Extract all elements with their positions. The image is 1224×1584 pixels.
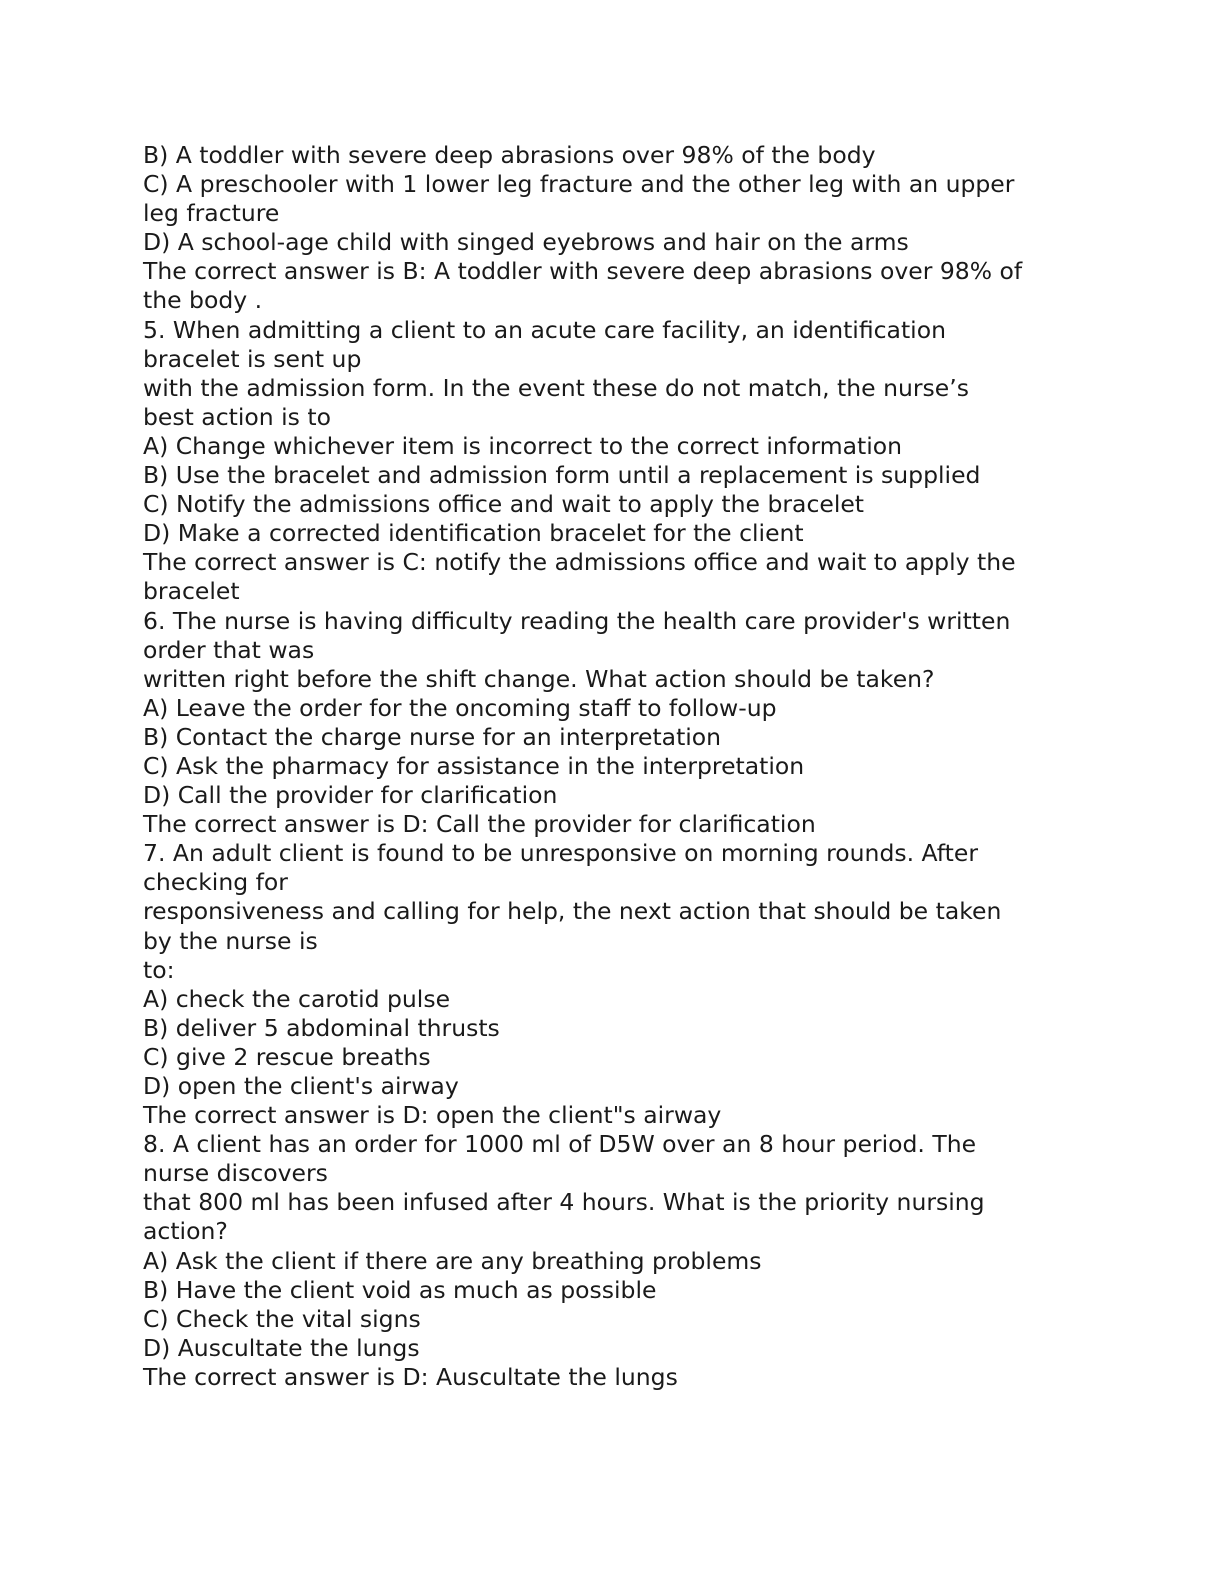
option-line: C) Ask the pharmacy for assistance in the interpretation [143, 751, 805, 780]
option-line: C) give 2 rescue breaths [143, 1042, 431, 1071]
question-line: nurse discovers [143, 1159, 328, 1188]
answer-line: The correct answer is D: Auscultate the lungs [143, 1362, 678, 1391]
answer-line: the body . [143, 286, 263, 315]
answer-line: The correct answer is C: notify the admissions office and wait to apply the [143, 548, 1016, 577]
option-line: C) Notify the admissions office and wait to apply the bracelet [143, 490, 865, 519]
answer-line: The correct answer is D: Call the provider for clarification [143, 810, 816, 839]
question-line: 6. The nurse is having difficulty reading the health care provider's written [143, 606, 1011, 635]
option-line: B) Have the client void as much as possible [143, 1275, 657, 1304]
text-line: D) A school-age child with singed eyebrows and hair on the arms [143, 228, 909, 257]
option-line: D) Make a corrected identification bracelet for the client [143, 519, 804, 548]
option-line: B) Use the bracelet and admission form until a replacement is supplied [143, 461, 981, 490]
question-line: bracelet is sent up [143, 344, 362, 373]
question-line: responsiveness and calling for help, the next action that should be taken [143, 897, 1002, 926]
option-line: C) Check the vital signs [143, 1304, 421, 1333]
question-line: by the nurse is [143, 926, 318, 955]
option-line: D) Call the provider for clarification [143, 781, 558, 810]
answer-line: bracelet [143, 577, 240, 606]
question-line: checking for [143, 868, 288, 897]
option-line: A) Change whichever item is incorrect to the correct information [143, 431, 903, 460]
question-line: with the admission form. In the event these do not match, the nurse’s [143, 373, 969, 402]
answer-line: The correct answer is B: A toddler with severe deep abrasions over 98% of [143, 257, 1023, 286]
question-line: to: [143, 955, 175, 984]
text-line: B) A toddler with severe deep abrasions over 98% of the body [143, 141, 876, 169]
question-line: 7. An adult client is found to be unresponsive on morning rounds. After [143, 839, 978, 868]
question-line: written right before the shift change. What action should be taken? [143, 664, 935, 693]
question-line: 5. When admitting a client to an acute care facility, an identification [143, 315, 946, 344]
question-line: 8. A client has an order for 1000 ml of D5W over an 8 hour period. The [143, 1130, 977, 1159]
option-line: A) check the carotid pulse [143, 984, 451, 1013]
answer-line: The correct answer is D: open the client"s airway [143, 1101, 722, 1130]
option-line: A) Leave the order for the oncoming staff to follow-up [143, 693, 777, 722]
text-line: C) A preschooler with 1 lower leg fracture and the other leg with an upper [143, 170, 1015, 199]
question-line: order that was [143, 635, 315, 664]
option-line: D) open the client's airway [143, 1072, 459, 1100]
question-line: best action is to [143, 402, 331, 431]
option-line: A) Ask the client if there are any breathing problems [143, 1246, 762, 1275]
text-line: leg fracture [143, 199, 280, 228]
option-line: B) deliver 5 abdominal thrusts [143, 1013, 500, 1042]
option-line: D) Auscultate the lungs [143, 1333, 420, 1362]
document-page [143, 141, 1103, 1392]
question-line: that 800 ml has been infused after 4 hours. What is the priority nursing [143, 1188, 985, 1217]
option-line: B) Contact the charge nurse for an interpretation [143, 722, 722, 751]
question-line: action? [143, 1217, 228, 1246]
